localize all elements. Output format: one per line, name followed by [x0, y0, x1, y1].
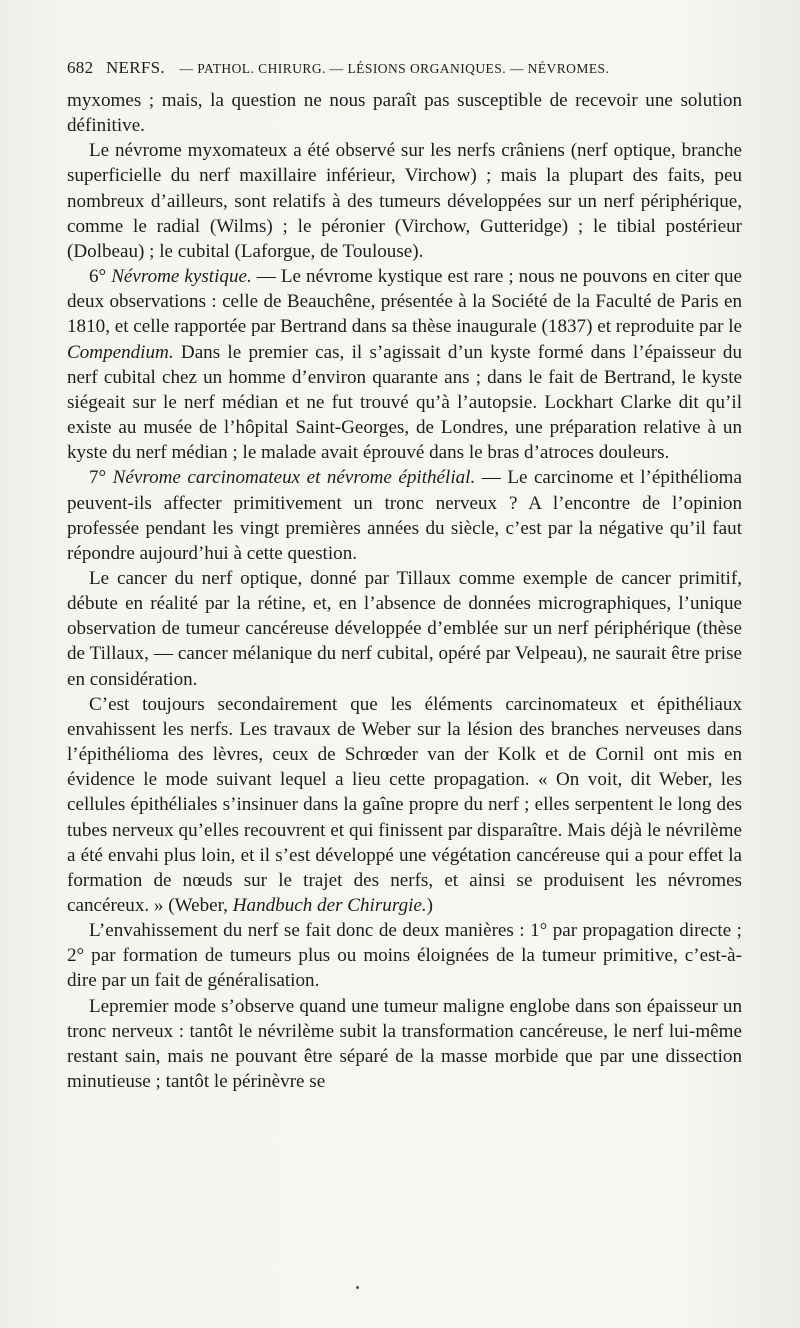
section-title: NERFS.	[105, 58, 165, 77]
paragraph	[67, 465, 742, 566]
running-head-subtitle: — PATHOL. CHIRURG. — LÉSIONS ORGANIQUES. — NÉVROMES.	[179, 61, 610, 76]
page-number: 682	[67, 58, 94, 77]
text-run: )	[426, 895, 434, 916]
italic-text: Compendium.	[67, 341, 174, 363]
paragraph	[67, 88, 742, 138]
text-run: — Le carcinome et l’épithélioma peuvent-ils affecter primitivement un tronc nerveux ? A l’encontre de l’opinion professée pendant les vingt premières années du siècle, c’est par la négative qu’il faut répondre aujourd’hui à cette question.	[67, 467, 742, 564]
paragraph	[67, 138, 742, 264]
text-run: — Le névrome kystique est rare ; nous ne pouvons en citer que deux observations : celle de Beauchêne, présentée à la Société de la Faculté de Paris en 1810, et celle rapportée par Bertrand dans sa thèse inaugurale (1837) et reproduite par le	[67, 266, 742, 338]
text-run: Dans le premier cas, il s’agissait d’un kyste formé dans l’épaisseur du nerf cubital chez un homme d’environ quarante ans ; dans le fait de Bertrand, le kyste siégeait sur le nerf médian et ne fut trouvé qu’à l’autopsie. Lockhart Clarke dit qu’il existe au musée de l’hôpital Saint-Georges, de Londres, une préparation relative à un kyste du nerf médian ; le malade avait éprouvé dans le bras d’atroces douleurs.	[67, 341, 742, 464]
text-run: Lepremier mode s’observe quand une tumeur maligne englobe dans son épaisseur un tronc nerveux : tantôt le névrilème subit la transformation cancéreuse, le nerf lui-même restant sain, mais ne pouvant être séparé de la masse morbide que par une dissection minutieuse ; tantôt le périnèvre se	[67, 995, 742, 1093]
italic-text: Névrome carcinomateux et névrome épithélial.	[112, 467, 476, 489]
text-run: 6°	[89, 266, 112, 288]
body-text	[67, 88, 742, 1094]
text-run: 7°	[89, 467, 113, 489]
running-head	[67, 58, 747, 84]
paragraph	[67, 264, 742, 465]
text-run: C’est toujours secondairement que les éléments carcinomateux et épithéliaux envahissent les nerfs. Les travaux de Weber sur la lésion des branches nerveuses dans l’épithélioma des lèvres, ceux de Schrœder van der Kolk et de Cornil ont mis en évidence le mode suivant lequel a lieu cette propagation. « On voit, dit Weber, les cellules épithéliales s’insinuer dans la gaîne propre du nerf ; elles serpentent le long des tubes nerveux qu’elles recouvrent et qui finissent par disparaître. Mais déjà le névrilème a été envahi plus loin, et il s’est développé une végétation cancéreuse qui a pour effet la formation de nœuds sur le trajet des nerfs, et ainsi se produisent les névromes cancéreux. » (Weber,	[67, 693, 742, 916]
text-run: Le névrome myxomateux a été observé sur les nerfs crâniens (nerf optique, branche superficielle du nerf maxillaire inférieur, Virchow) ; mais la plupart des faits, peu nombreux d’ailleurs, sont relatifs à des tumeurs développées sur un nerf périphérique, comme le radial (Wilms) ; le péronier (Virchow, Gutteridge) ; le tibial postérieur (Dolbeau) ; le cubital (Laforgue, de Toulouse).	[67, 140, 742, 262]
text-run: myxomes ; mais, la question ne nous paraît pas susceptible de recevoir une solution définitive.	[67, 90, 742, 137]
text-run: L’envahissement du nerf se fait donc de deux manières : 1° par propagation directe ; 2° par formation de tumeurs plus ou moins éloignées de la tumeur primitive, c’est-à-dire par un fait de généralisation.	[67, 920, 742, 992]
paragraph	[67, 918, 742, 993]
italic-text: Handbuch der Chirurgie.	[232, 895, 427, 916]
ink-speck	[356, 1286, 359, 1289]
text-run: Le cancer du nerf optique, donné par Tillaux comme exemple de cancer primitif, débute en réalité par la rétine, et, en l’absence de données micrographiques, l’unique observation de tumeur cancéreuse développée d’emblée sur un nerf périphérique (thèse de Tillaux, — cancer mélanique du nerf cubital, opéré par Velpeau), ne saurait être prise en considération.	[67, 567, 742, 690]
italic-text: Névrome kystique.	[111, 266, 252, 288]
paragraph	[67, 566, 742, 692]
paragraph	[67, 994, 742, 1095]
paragraph	[67, 692, 742, 918]
